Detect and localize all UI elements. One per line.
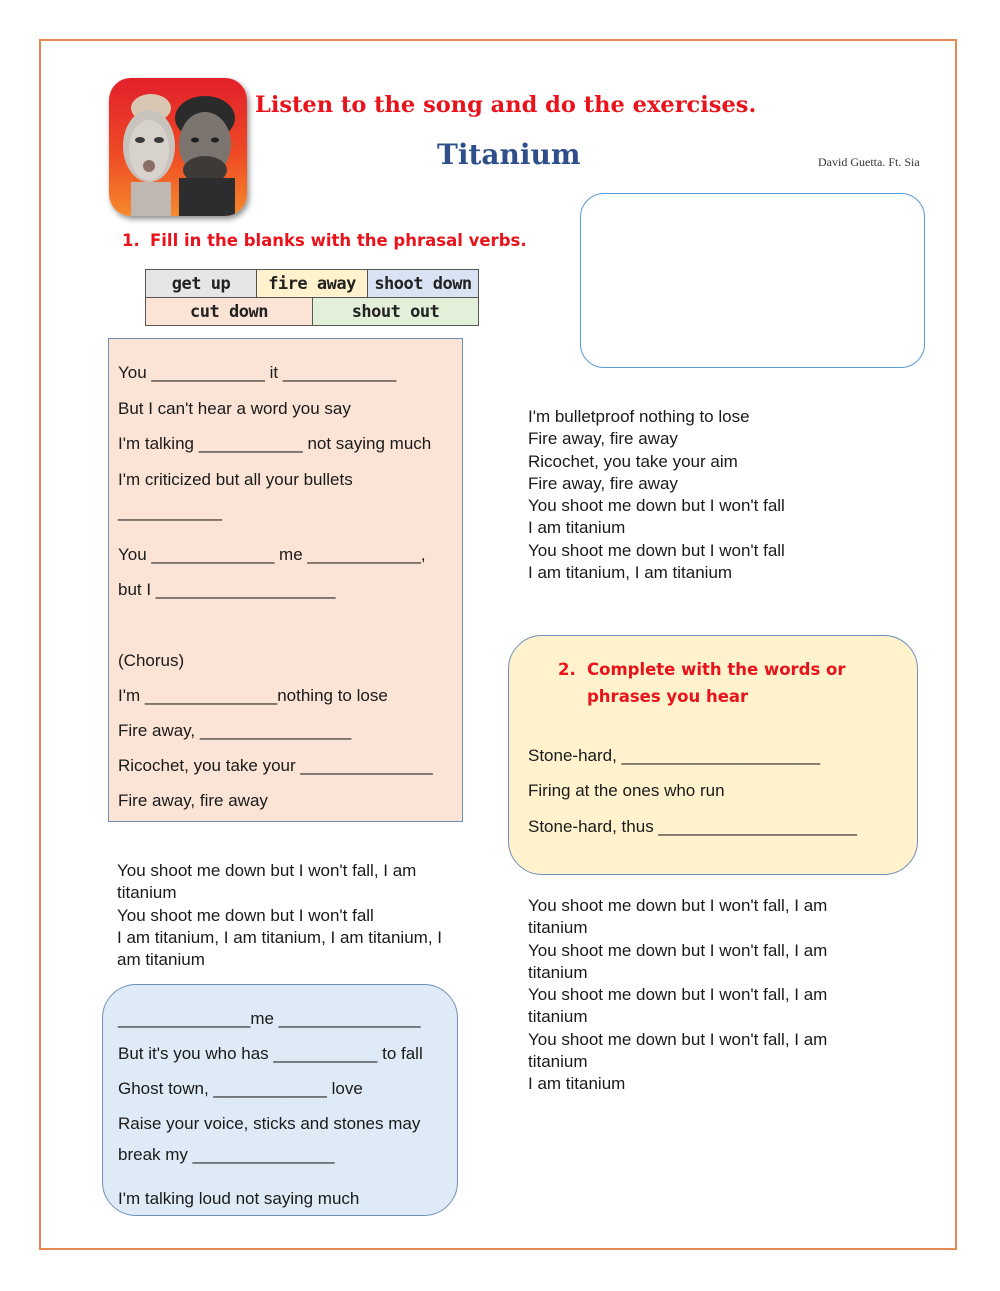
album-photo: [109, 78, 247, 216]
exercise1-heading: [122, 231, 527, 250]
drop-zone-box[interactable]: [580, 193, 925, 368]
verse1-line: (Chorus): [118, 651, 185, 670]
verse2-line: I'm talking loud not saying much: [118, 1189, 360, 1208]
lyric-line: titanium: [528, 1007, 588, 1027]
verse1-line[interactable]: ___________: [118, 502, 223, 521]
song-title: Titanium: [437, 138, 581, 171]
word-bank-item[interactable]: cut down: [146, 298, 313, 325]
lyric-line: titanium: [528, 918, 588, 938]
exercise2-title-line1: Complete with the words or: [587, 660, 846, 679]
lyric-line: titanium: [528, 1052, 588, 1072]
verse1-line: I'm criticized but all your bullets: [118, 470, 353, 489]
verse2-box: [102, 984, 458, 1216]
verse1-line[interactable]: Ricochet, you take your ______________: [118, 756, 433, 775]
word-bank: [145, 269, 479, 326]
exercise2-line[interactable]: Stone-hard, thus _____________________: [528, 817, 857, 836]
verse1-line[interactable]: I'm ______________nothing to lose: [118, 686, 388, 705]
chorus-line: Fire away, fire away: [528, 473, 678, 493]
exercise1-number: 1.: [122, 231, 140, 250]
verse2-line[interactable]: Ghost town, ____________ love: [118, 1079, 363, 1098]
lyric-line: You shoot me down but I won't fall, I am: [528, 896, 828, 915]
lyric-line: titanium: [528, 962, 588, 982]
verse1-line[interactable]: You _____________ me ____________,: [118, 545, 426, 564]
word-bank-item[interactable]: shout out: [313, 298, 478, 325]
lyric-line: titanium: [117, 883, 177, 903]
page-instruction: Listen to the song and do the exercises.: [255, 92, 757, 118]
verse2-line[interactable]: break my _______________: [118, 1145, 335, 1164]
exercise1-title: Fill in the blanks with the phrasal verbs.: [150, 231, 527, 250]
exercise2-title-line2: phrases you hear: [587, 687, 749, 706]
verse1-box: [108, 338, 463, 822]
chorus-line: Fire away, fire away: [528, 429, 678, 449]
verse1-line[interactable]: I'm talking ___________ not saying much: [118, 434, 432, 453]
verse1-line[interactable]: but I ___________________: [118, 580, 336, 599]
lyric-line: You shoot me down but I won't fall: [117, 905, 374, 925]
lyric-line: You shoot me down but I won't fall, I am: [528, 1029, 828, 1049]
word-bank-item[interactable]: fire away: [257, 270, 368, 298]
verse2-line: Raise your voice, sticks and stones may: [118, 1114, 421, 1133]
chorus-line: You shoot me down but I won't fall: [528, 496, 785, 516]
chorus-line: You shoot me down but I won't fall: [528, 540, 785, 560]
word-bank-item[interactable]: shoot down: [368, 270, 478, 298]
chorus-line: I'm bulletproof nothing to lose: [528, 407, 750, 426]
exercise2-line[interactable]: Stone-hard, _____________________: [528, 746, 821, 765]
lyric-line: You shoot me down but I won't fall, I am: [528, 985, 828, 1005]
lyric-line: I am titanium: [528, 1074, 626, 1094]
chorus-line: I am titanium, I am titanium: [528, 563, 733, 583]
lyric-line: I am titanium, I am titanium, I am titanium, I: [117, 927, 442, 947]
chorus-repeat-right: [528, 895, 827, 1096]
verse1-line: But I can't hear a word you say: [118, 399, 351, 418]
lyric-line: You shoot me down but I won't fall, I am: [117, 861, 417, 880]
exercise2-box: [508, 635, 918, 875]
chorus-line: Ricochet, you take your aim: [528, 451, 738, 471]
chorus-text: [528, 406, 785, 584]
verse2-line[interactable]: ______________me _______________: [118, 1009, 421, 1028]
word-bank-item[interactable]: get up: [146, 270, 257, 298]
verse1-line: Fire away, fire away: [118, 791, 268, 810]
chorus-line: I am titanium: [528, 518, 626, 538]
verse1-line[interactable]: Fire away, ________________: [118, 721, 352, 740]
lyric-line: am titanium: [117, 950, 205, 970]
verse2-line[interactable]: But it's you who has ___________ to fall: [118, 1044, 423, 1063]
lyric-line: You shoot me down but I won't fall, I am: [528, 940, 828, 960]
chorus-repeat-left: [117, 860, 442, 971]
verse1-line[interactable]: You ____________ it ____________: [118, 363, 397, 382]
artist-credit: David Guetta. Ft. Sia: [818, 155, 920, 169]
exercise2-line: Firing at the ones who run: [528, 781, 725, 800]
exercise2-number: 2.: [558, 660, 576, 679]
